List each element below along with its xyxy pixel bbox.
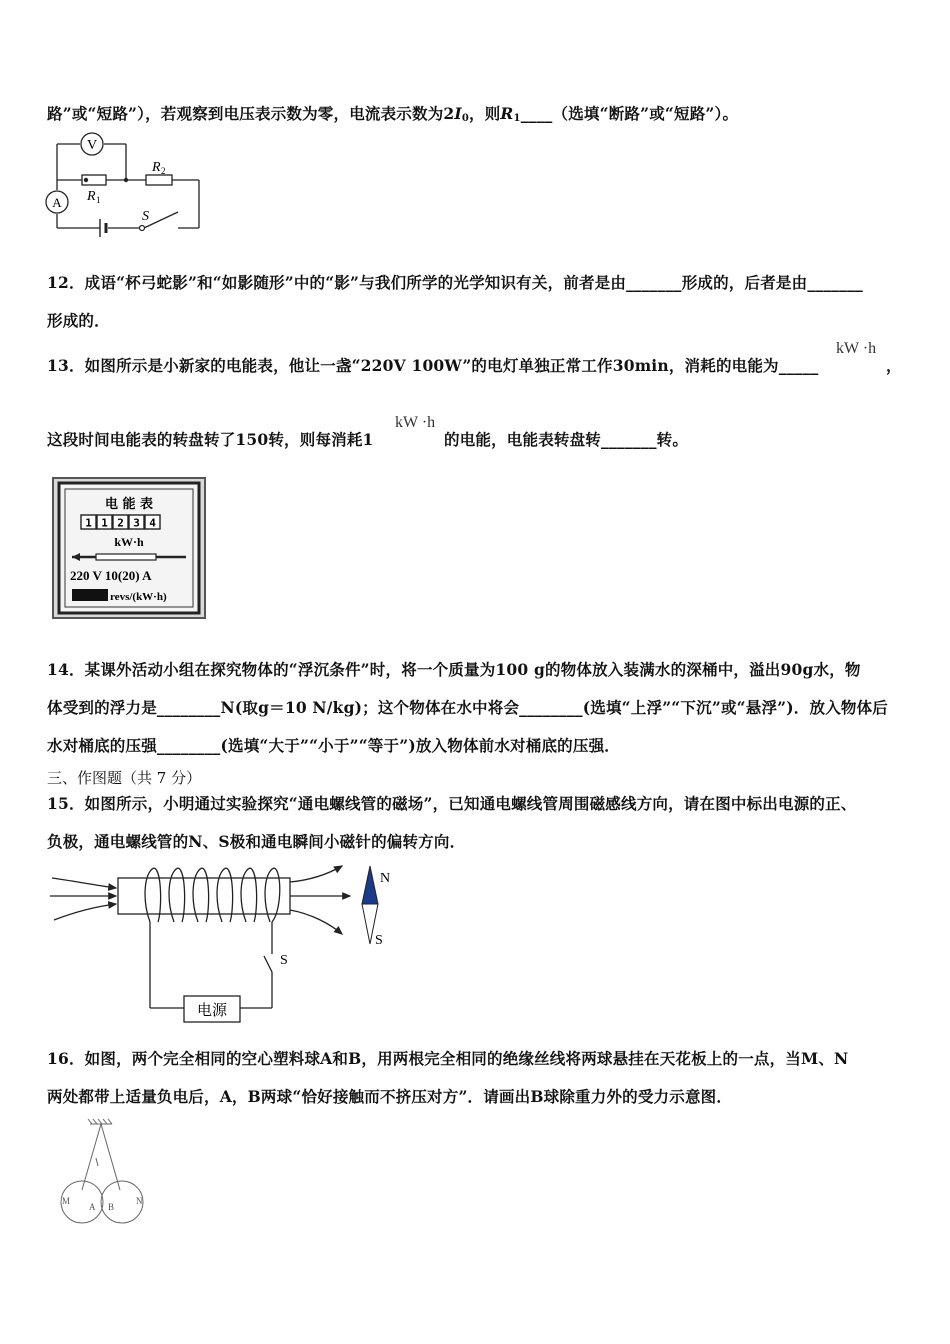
hanging-balls-diagram — [52, 1118, 162, 1228]
question-13-line-2a: 这段时间电能表的转盘转了150转，则每消耗1 — [47, 430, 374, 449]
energy-meter-figure — [52, 477, 206, 619]
meter-digit: 4 — [149, 516, 156, 530]
question-13-line-2b: 的电能，电能表转盘转_______转。 — [444, 430, 689, 449]
junction-dot — [124, 178, 128, 182]
r1-label: R — [87, 189, 96, 204]
meter-revs-label: revs/(kW·h) — [110, 591, 167, 603]
question-13-line-1: 13．如图所示是小新家的电能表，他让一盏“220V 100W”的电灯单独正常工作30min，消耗的电能为_____ — [47, 356, 819, 375]
meter-rating: 220 V 10(20) A — [70, 568, 152, 583]
needle-north-half — [362, 866, 378, 904]
question-15-line-1: 15．如图所示，小明通过实验探究“通电螺线管的磁场”，已知通电螺线管周围磁感线方向，请在图中标出电源的正、 — [47, 794, 857, 813]
question-12-line-2: 形成的． — [47, 311, 110, 330]
switch-label: S — [280, 953, 288, 968]
question-12-line-1: 12．成语“杯弓蛇影”和“如影随形”中的“影”与我们所学的光学知识有关，前者是由_______形成的，后者是由_______ — [47, 273, 863, 292]
meter-digit: 2 — [117, 516, 124, 530]
energy-unit-2: kW ·h — [395, 414, 436, 431]
question-14-line-2: 体受到的浮力是________N(取g＝10 N/kg)；这个物体在水中将会________(选填“上浮”“下沉”或“悬浮”)．放入物体后 — [47, 698, 889, 717]
ball-b-label: B — [108, 1202, 115, 1212]
ball-m-label: M — [62, 1196, 71, 1206]
circuit-diagram — [40, 130, 210, 240]
meter-digit: 1 — [85, 516, 92, 530]
question-16-line-1: 16．如图，两个完全相同的空心塑料球A和B，用两根完全相同的绝缘丝线将两球悬挂在天花板上的一点，当M、N — [47, 1049, 849, 1068]
r2-label: R — [152, 160, 161, 175]
r2-subscript: 2 — [161, 166, 166, 176]
question-14-line-3: 水对桶底的压强________(选填“大于”“小于”“等于”)放入物体前水对桶底的压强． — [47, 736, 620, 755]
power-source-label: 电源 — [196, 1001, 228, 1019]
question-13-comma: ， — [886, 356, 902, 375]
ball-a-label: A — [89, 1202, 96, 1212]
question-16-line-2: 两处都带上适量负电后，A，B两球“恰好接触而不挤压对方”．请画出B球除重力外的受力示意图． — [47, 1087, 733, 1106]
question-11-continuation: 路”或“短路”），若观察到电压表示数为零，电流表示数为$2I_0$，则$R_1\_\_\_\_$（选填“断路”或“短路”）。 — [47, 104, 739, 124]
switch-pivot — [140, 226, 145, 231]
voltmeter-label: V — [86, 138, 98, 153]
r1-subscript: 1 — [96, 195, 101, 205]
needle-n-label: N — [380, 871, 391, 886]
switch-label: S — [142, 209, 149, 224]
meter-unit: kW·h — [114, 535, 144, 549]
question-15-line-2: 负极，通电螺线管的N、S极和通电瞬间小磁针的偏转方向． — [47, 832, 466, 851]
ball-n-label: N — [136, 1196, 143, 1206]
ammeter-label: A — [52, 195, 62, 210]
meter-digit: 1 — [101, 516, 108, 530]
solenoid-diagram — [50, 860, 410, 1030]
meter-digit: 3 — [133, 516, 140, 530]
meter-title: 电 能 表 — [104, 497, 154, 512]
needle-s-label: S — [375, 933, 383, 948]
question-14-line-1: 14．某课外活动小组在探究物体的“浮沉条件”时，将一个质量为100 g的物体放入装满水的深桶中，溢出90g水，物 — [47, 660, 861, 679]
energy-unit-1: kW ·h — [836, 340, 877, 357]
section-heading: 三、作图题（共 7 分） — [47, 769, 202, 787]
junction-dot — [84, 178, 88, 182]
